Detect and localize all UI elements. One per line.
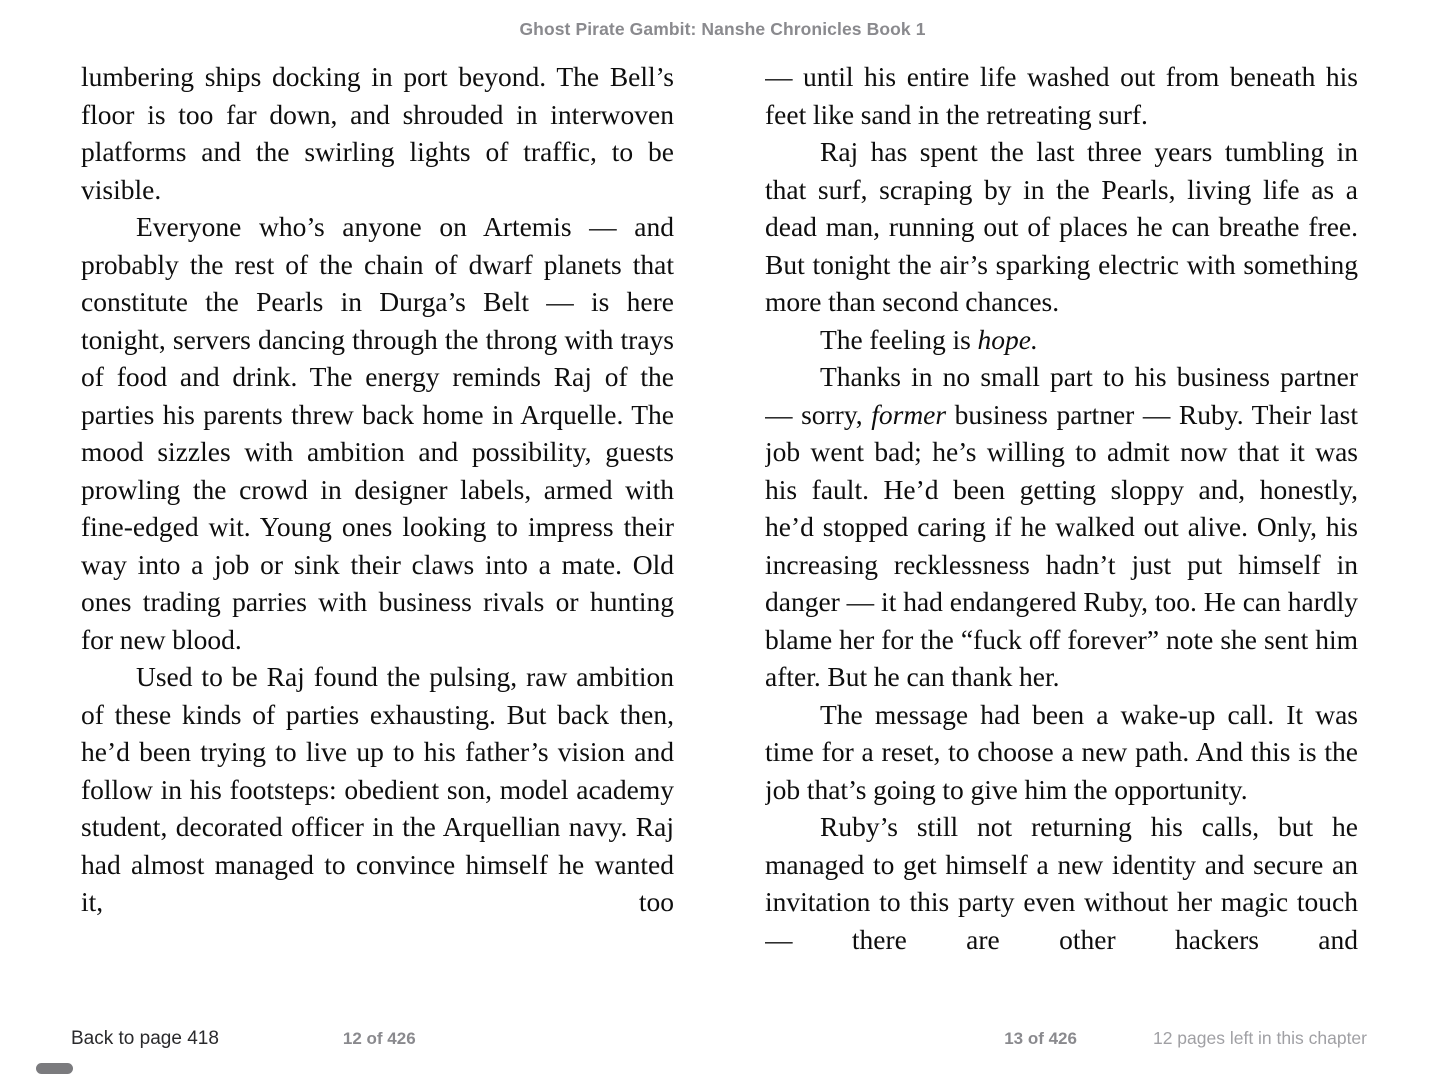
page-title: Ghost Pirate Gambit: Nanshe Chronicles Book 1 (519, 18, 926, 39)
paragraph (765, 321, 1358, 359)
paragraph: lumbering ships docking in port beyond. The Bell’s floor is too far down, and shrouded in interwoven platforms and the swirling lights of traffic, to be visible. (81, 61, 674, 205)
paragraph (765, 358, 1358, 696)
text-column-right[interactable] (765, 58, 1358, 998)
paragraph: Used to be Raj found the pulsing, raw ambition of these kinds of parties exhausting. But back then, he’d been trying to live up to his father’s vision and follow in his footsteps: obedient son, model academy student, decorated officer in the Arquellian navy. Raj had almost managed to convince himself he wanted it, too (81, 661, 674, 917)
chapter-remaining-label: 12 pages left in this chapter (1152, 1028, 1367, 1048)
paragraph: — until his entire life washed out from beneath his feet like sand in the retreating surf. (765, 61, 1358, 130)
footer-left-group (71, 1028, 416, 1050)
home-indicator-handle[interactable] (36, 1063, 73, 1074)
left-page-counter: 12 of 426 (342, 1029, 416, 1048)
paragraph: Raj has spent the last three years tumbling in that surf, scraping by in the Pearls, living life as a dead man, running out of places he can breathe free. But tonight the air’s sparking electric with something more than second chances. (765, 136, 1358, 317)
reader-header (0, 0, 1445, 58)
paragraph-text-after-emphasis: business partner — Ruby. Their last job went bad; he’s willing to admit now that it was his fault. He’d been getting sloppy and, honestly, he’d stopped caring if he walked out alive. Only, his increasing recklessness hadn’t just put himself in danger — it had endangered Ruby, too. He can hardly blame her for the “fuck off forever” note she sent him after. But he can thank her. (765, 398, 1358, 692)
paragraph-text-before-emphasis: Thanks in no small part to his business partner — sorry, (765, 361, 1358, 430)
text-column-left[interactable] (81, 58, 674, 998)
paragraph-text-before-emphasis: The feeling is (820, 323, 978, 355)
right-page-counter: 13 of 426 (1004, 1029, 1077, 1048)
emphasis-text: hope. (977, 323, 1038, 355)
back-to-page-link[interactable]: Back to page 418 (71, 1028, 219, 1049)
paragraph: Everyone who’s anyone on Artemis — and probably the rest of the chain of dwarf planets that constitute the Pearls in Durga’s Belt — is here tonight, servers dancing through the throng with trays of food and drink. The energy reminds Raj of the parties his parents threw back home in Arquelle. The mood sizzles with ambition and possibility, guests prowling the crowd in designer labels, armed with fine-edged wit. Young ones looking to impress their way into a job or sink their claws into a mate. Old ones trading parries with business rivals or hunting for new blood. (81, 211, 674, 655)
page-body (0, 58, 1445, 1008)
footer-right-group (1004, 1028, 1367, 1049)
paragraph: Ruby’s still not returning his calls, but he managed to get himself a new identity and secure an invitation to this party even without her magic touch — there are other hackers and (765, 811, 1358, 955)
reader-footer (0, 1008, 1445, 1083)
emphasis-text: former (871, 398, 947, 430)
paragraph: The message had been a wake-up call. It was time for a reset, to choose a new path. And this is the job that’s going to give him the opportunity. (765, 698, 1358, 805)
